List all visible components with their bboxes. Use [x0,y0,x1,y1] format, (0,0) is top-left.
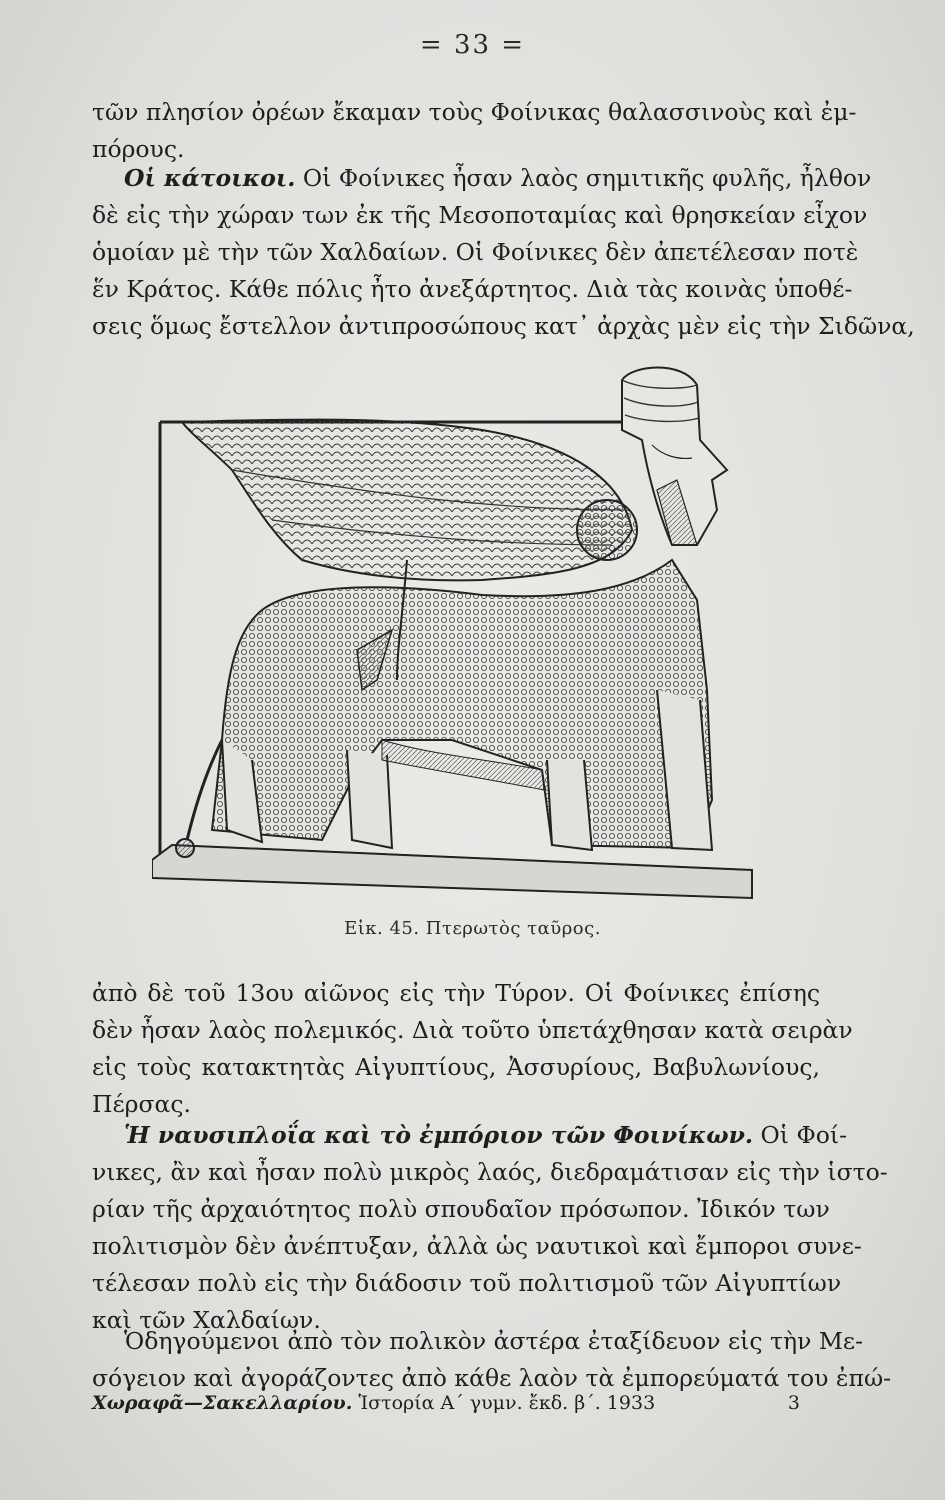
signature-mark: 3 [787,1392,800,1414]
text-line: ἀπὸ δὲ τοῦ 13ου αἰῶνος εἰς τὴν Τύρον. Οἱ Φοίνικες ἐπίσης [92,979,820,1007]
text-line: Ὁδηγούμενοι ἀπὸ τὸν πολικὸν ἀστέρα ἐταξίδευον εἰς τὴν Με- [124,1327,864,1355]
winged-bull-illustration [152,360,777,915]
text-line: ὁμοίαν μὲ τὴν τῶν Χαλδαίων. Οἱ Φοίνικες δὲν ἀπετέλεσαν ποτὲ [92,238,859,266]
text-line: πόρους. [92,135,185,163]
text-line: καὶ τῶν Χαλδαίων. [92,1306,321,1334]
text-line: σόγειον καὶ ἀγοράζοντες ἀπὸ κάθε λαὸν τὰ ἐμπορεύματά του ἐπώ- [92,1364,892,1392]
text-line: νικες, ἂν καὶ ἦσαν πολὺ μικρὸς λαός, διεδραμάτισαν εἰς τὴν ἱστο- [92,1158,888,1186]
text-line: εἰς τοὺς κατακτητὰς Αἰγυπτίους, Ἀσσυρίους, Βαβυλωνίους, [92,1053,820,1081]
page-number: = 33 = [419,30,526,60]
text-line [92,1117,848,1154]
text-fragment: Οἱ Φοί- [753,1121,848,1149]
footer-authors: Χωραφᾶ—Σακελλαρίου. [92,1392,353,1414]
text-line: τέλεσαν πολὺ εἰς τὴν διάδοσιν τοῦ πολιτισμοῦ τῶν Αἰγυπτίων [92,1269,842,1297]
figure-caption: Εἰκ. 45. Πτερωτὸς ταῦρος. [344,918,601,939]
text-line: δὲ εἰς τὴν χώραν των ἐκ τῆς Μεσοποταμίας καὶ θρησκείαν εἶχον [92,201,868,229]
page-footer [92,1392,820,1414]
paragraph-2 [92,160,915,345]
text-line: σεις ὅμως ἔστελλον ἀντιπροσώπους κατ᾽ ἀρχὰς μὲν εἰς τὴν Σιδῶνα, [92,312,915,340]
text-line: πολιτισμὸν δὲν ἀνέπτυξαν, ἀλλὰ ὡς ναυτικοὶ καὶ ἔμποροι συνε- [92,1232,862,1260]
text-line: ρίαν τῆς ἀρχαιότητος πολὺ σπουδαῖον πρόσωπον. Ἰδικόν των [92,1195,830,1223]
paragraph-3 [92,975,853,1123]
figure-winged-bull [152,360,777,915]
paragraph-5 [92,1323,892,1397]
section-heading-navigation: Ἡ ναυσιπλοΐα καὶ τὸ ἐμπόριον τῶν Φοινίκων. [124,1121,754,1149]
text-line [92,160,872,197]
paragraph-4 [92,1117,888,1339]
text-fragment: Οἱ Φοίνικες ἦσαν λαὸς σημιτικῆς φυλῆς, ἦλθον [295,164,872,192]
text-line: Πέρσας. [92,1090,192,1118]
text-line: τῶν πλησίον ὀρέων ἔκαμαν τοὺς Φοίνικας θαλασσινοὺς καὶ ἐμ- [92,98,857,126]
section-heading-inhabitants: Οἱ κάτοικοι. [124,164,296,192]
paragraph-1 [92,94,857,168]
footer-title: Ἱστορία Α΄ γυμν. ἔκδ. β΄. 1933 [352,1392,656,1414]
text-line: δὲν ἦσαν λαὸς πολεμικός. Διὰ τοῦτο ὑπετάχθησαν κατὰ σειρὰν [92,1016,853,1044]
text-line: ἕν Κράτος. Κάθε πόλις ἦτο ἀνεξάρτητος. Διὰ τὰς κοινὰς ὑποθέ- [92,275,853,303]
